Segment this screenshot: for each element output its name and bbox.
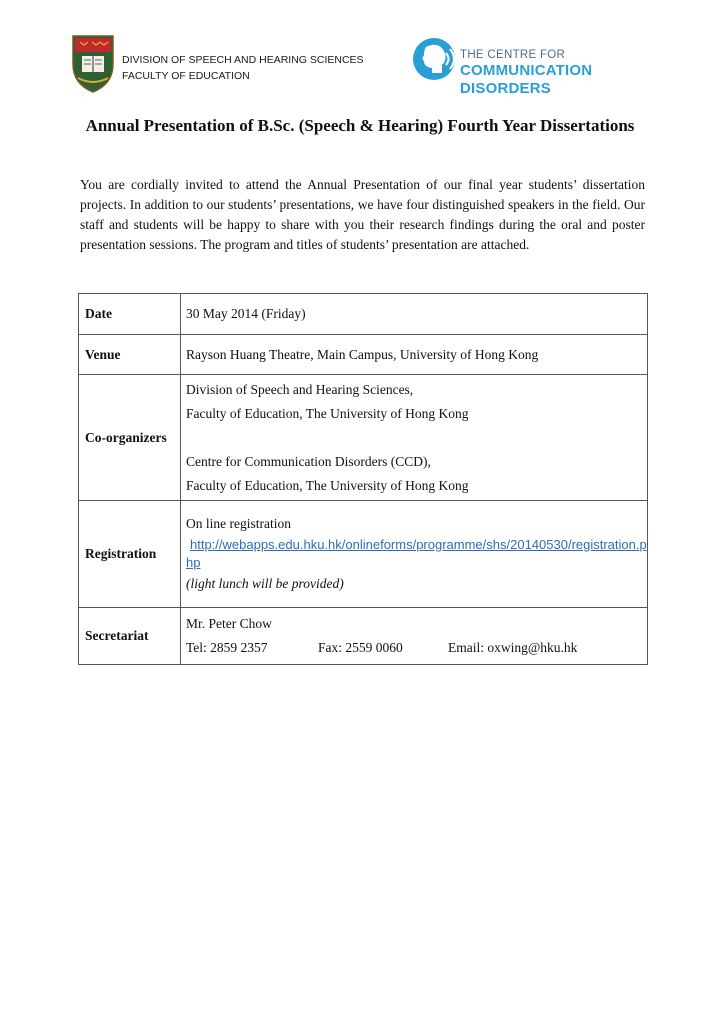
- table-row: [79, 501, 648, 608]
- coorganizer-2-line1: Centre for Communication Disorders (CCD),: [186, 453, 431, 469]
- secretariat-fax: Fax: 2559 0060: [318, 640, 403, 655]
- division-name: DIVISION OF SPEECH AND HEARING SCIENCES: [122, 54, 364, 66]
- registration-value: [181, 501, 648, 608]
- table-row: [79, 294, 648, 335]
- faculty-name: FACULTY OF EDUCATION: [122, 70, 250, 82]
- secretariat-name: Mr. Peter Chow: [186, 616, 272, 631]
- page-title: Annual Presentation of B.Sc. (Speech & Hearing) Fourth Year Dissertations: [85, 116, 635, 135]
- coorganizer-1-line2: Faculty of Education, The University of Hong Kong: [186, 405, 469, 421]
- venue-label: Venue: [79, 335, 181, 375]
- secretariat-label: Secretariat: [79, 608, 181, 665]
- table-row: [79, 375, 648, 501]
- header-left: [70, 34, 400, 96]
- hku-crest-icon: [70, 34, 116, 94]
- lunch-note: (light lunch will be provided): [186, 576, 344, 591]
- ccd-title-line1: THE CENTRE FOR: [460, 49, 566, 61]
- intro-paragraph: You are cordially invited to attend the Annual Presentation of our final year students’ dissertation projects. In addition to our students’ presentations, we have four distinguished speakers in the field. Our staff and students will be happy to share with you their research findings during the oral and poster presentation sessions. The program and titles of students’ presentation are attached.: [80, 177, 645, 252]
- registration-link[interactable]: http://webapps.edu.hku.hk/onlineforms/programme/shs/20140530/registration.php: [186, 537, 647, 570]
- registration-label: Registration: [79, 501, 181, 608]
- secretariat-tel: Tel: 2859 2357: [186, 640, 268, 655]
- date-label: Date: [79, 294, 181, 335]
- secretariat-contact: [186, 636, 647, 660]
- secretariat-value: [181, 608, 648, 665]
- ccd-logo-block: [412, 35, 662, 97]
- secretariat-email: Email: oxwing@hku.hk: [448, 640, 578, 655]
- ccd-title-line2: COMMUNICATION DISORDERS: [460, 62, 593, 97]
- table-row: [79, 335, 648, 375]
- venue-value: Rayson Huang Theatre, Main Campus, University of Hong Kong: [181, 335, 648, 375]
- ccd-head-logo-icon: [412, 35, 460, 83]
- coorganizers-label: Co-organizers: [79, 375, 181, 501]
- coorganizers-value: [181, 375, 648, 501]
- coorganizer-2-line2: Faculty of Education, The University of Hong Kong: [186, 477, 469, 493]
- registration-text: On line registration: [186, 516, 291, 531]
- coorganizer-1-line1: Division of Speech and Hearing Sciences,: [186, 381, 414, 397]
- date-value: 30 May 2014 (Friday): [181, 294, 648, 335]
- event-info-table: [78, 293, 648, 665]
- table-row: [79, 608, 648, 665]
